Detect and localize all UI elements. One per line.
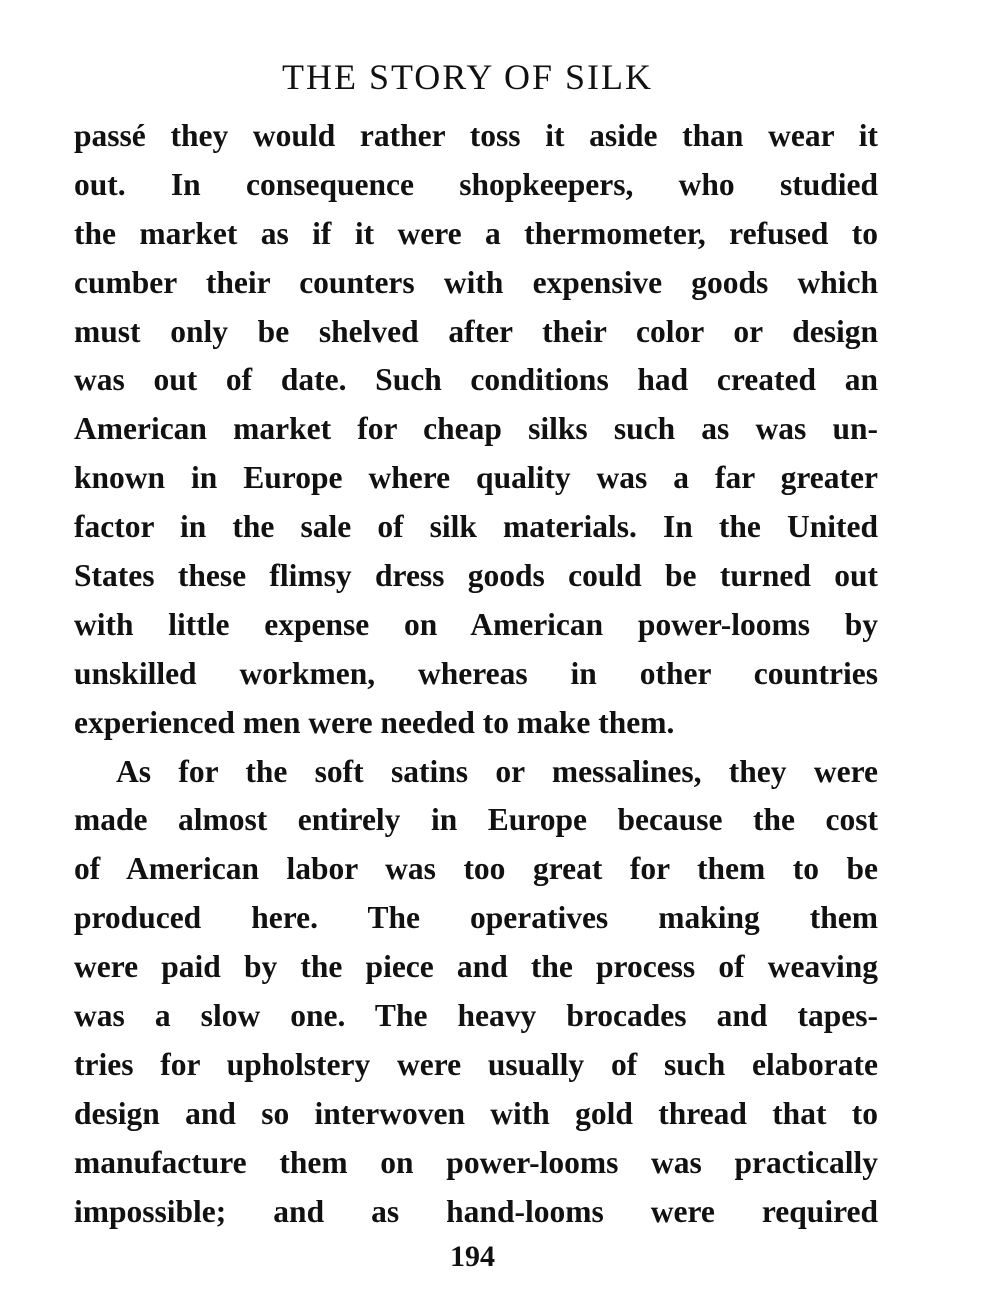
running-head: THE STORY OF SILK [281, 57, 654, 97]
text-line: As for the soft satins or messalines, they were [116, 753, 878, 789]
text-line: impossible; and as hand-looms were required [74, 1193, 878, 1229]
text-line: out. In consequence shopkeepers, who studied [74, 166, 878, 202]
text-line: was a slow one. The heavy brocades and tapes- [74, 998, 878, 1034]
text-line: unskilled workmen, whereas in other countries [74, 655, 878, 691]
paragraph-1 [74, 112, 878, 748]
text-line: must only be shelved after their color or design [74, 313, 878, 349]
text-line: factor in the sale of silk materials. In the United [74, 509, 878, 545]
text-line: American market for cheap silks such as was un- [74, 411, 878, 447]
text-line: States these flimsy dress goods could be turned out [74, 558, 878, 594]
text-line: of American labor was too great for them to be [74, 851, 878, 887]
text-line: the market as if it were a thermometer, refused to [74, 215, 878, 251]
text-line: passé they would rather toss it aside than wear it [74, 118, 878, 153]
text-line: with little expense on American power-looms by [74, 606, 878, 642]
text-line: produced here. The operatives making them [74, 900, 878, 936]
text-line: manufacture them on power-looms was practically [74, 1144, 878, 1180]
text-line: was out of date. Such conditions had created an [74, 362, 878, 398]
text-line: were paid by the piece and the process of weaving [74, 949, 878, 985]
text-line: experienced men were needed to make them. [74, 704, 675, 740]
text-line: design and so interwoven with gold thread that to [74, 1095, 878, 1131]
paragraph-2 [74, 748, 878, 1237]
text-line: made almost entirely in Europe because the cost [74, 802, 878, 838]
page-number: 194 [450, 1240, 495, 1273]
text-line: known in Europe where quality was a far greater [74, 460, 878, 496]
text-line: tries for upholstery were usually of such elaborate [74, 1046, 878, 1082]
text-line: cumber their counters with expensive goods which [74, 264, 878, 300]
body-text [74, 112, 878, 1236]
